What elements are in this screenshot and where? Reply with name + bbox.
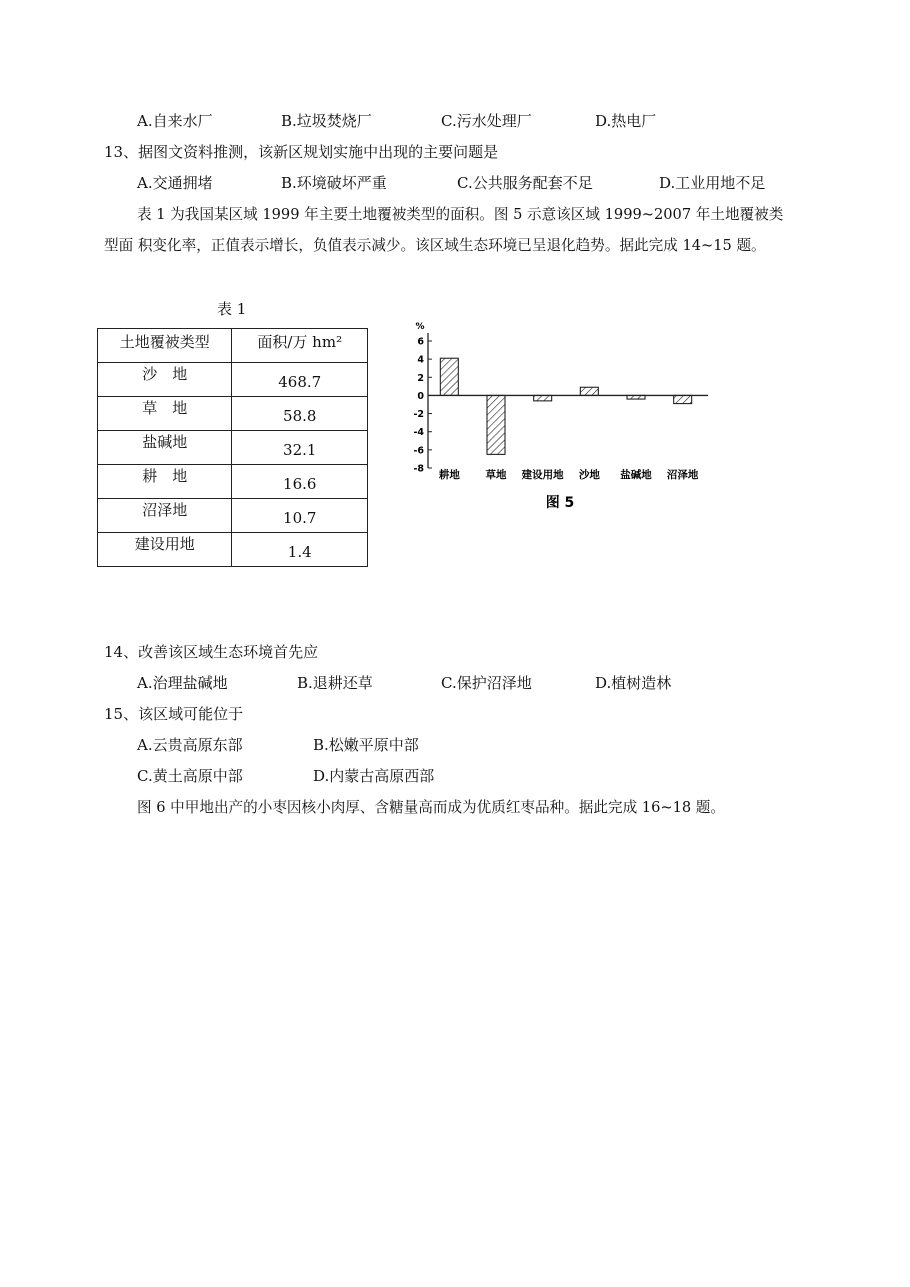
q15-option-b: B.松嫩平原中部 [313, 736, 419, 754]
x-category-label: 沼泽地 [666, 469, 699, 481]
q15-option-a: A.云贵高原东部 [137, 736, 243, 754]
bar-3 [580, 387, 598, 395]
y-tick-label: -2 [413, 409, 424, 421]
q13-option-d: D.工业用地不足 [659, 174, 766, 192]
intro-14-15-line1: 表 1 为我国某区域 1999 年主要土地覆被类型的面积。图 5 示意该区域 1999~2007 年土地覆被类 [137, 206, 784, 223]
y-tick-label: -8 [413, 463, 424, 475]
y-axis-unit-label: % [415, 322, 425, 332]
table1-header-type: 土地覆被类型 [98, 329, 232, 363]
x-category-label: 耕地 [438, 469, 460, 481]
x-category-label: 建设用地 [521, 469, 564, 481]
table-row [98, 465, 368, 499]
table1-cell-type: 盐碱地 [98, 431, 232, 465]
table1-cell-type: 耕 地 [98, 465, 232, 499]
q12-option-a: A.自来水厂 [137, 112, 213, 130]
intro-14-15-line2: 型面 积变化率，正值表示增长，负值表示减少。该区域生态环境已呈退化趋势。据此完成 14~15 题。 [104, 237, 766, 254]
q15-option-d: D.内蒙古高原西部 [313, 767, 435, 785]
bar-1 [487, 395, 505, 454]
table1-cell-area: 32.1 [232, 431, 368, 465]
figure5-bar-chart [410, 315, 730, 520]
q14-option-b: B.退耕还草 [297, 674, 373, 692]
table-row [98, 397, 368, 431]
bar-4 [627, 395, 645, 399]
q14-option-d: D.植树造林 [595, 674, 672, 692]
table1-cell-area: 10.7 [232, 499, 368, 533]
table-row [98, 533, 368, 567]
table1 [97, 328, 368, 567]
q12-option-b: B.垃圾焚烧厂 [281, 112, 372, 130]
table1-cell-type: 沼泽地 [98, 499, 232, 533]
intro-16-18: 图 6 中甲地出产的小枣因核小肉厚、含糖量高而成为优质红枣品种。据此完成 16~18 题。 [137, 799, 725, 816]
q14-stem: 14、改善该区域生态环境首先应 [104, 643, 319, 661]
q14-option-a: A.治理盐碱地 [137, 674, 228, 692]
bar-0 [440, 358, 458, 395]
q15-option-c: C.黄土高原中部 [137, 767, 243, 785]
table1-header-area: 面积/万 hm² [232, 329, 368, 363]
q13-option-c: C.公共服务配套不足 [457, 174, 593, 192]
table1-header-row [98, 329, 368, 363]
y-tick-label: 0 [417, 390, 424, 402]
table-row [98, 499, 368, 533]
table-row [98, 431, 368, 465]
q14-option-c: C.保护沼泽地 [441, 674, 532, 692]
x-category-label: 盐碱地 [620, 469, 652, 481]
y-tick-label: -6 [413, 445, 424, 457]
y-tick-label: 4 [417, 354, 424, 366]
table-row [98, 363, 368, 397]
x-category-label: 草地 [485, 469, 507, 481]
table1-cell-type: 草 地 [98, 397, 232, 431]
table1-caption: 表 1 [217, 300, 247, 318]
q13-option-a: A.交通拥堵 [137, 174, 213, 192]
q13-option-b: B.环境破坏严重 [281, 174, 387, 192]
bar-2 [534, 395, 552, 400]
q13-stem: 13、据图文资料推测，该新区规划实施中出现的主要问题是 [104, 143, 499, 161]
y-tick-label: 2 [417, 372, 424, 384]
table1-cell-area: 1.4 [232, 533, 368, 567]
table1-cell-area: 16.6 [232, 465, 368, 499]
table1-cell-type: 建设用地 [98, 533, 232, 567]
y-tick-label: 6 [417, 336, 424, 348]
q12-option-d: D.热电厂 [595, 112, 657, 130]
table1-cell-type: 沙 地 [98, 363, 232, 397]
x-category-label: 沙地 [578, 469, 600, 481]
q15-stem: 15、该区域可能位于 [104, 705, 244, 723]
y-tick-label: -4 [413, 427, 424, 439]
q12-option-c: C.污水处理厂 [441, 112, 532, 130]
table1-cell-area: 468.7 [232, 363, 368, 397]
bar-5 [674, 395, 692, 403]
table1-cell-area: 58.8 [232, 397, 368, 431]
figure-title: 图 5 [545, 495, 575, 511]
